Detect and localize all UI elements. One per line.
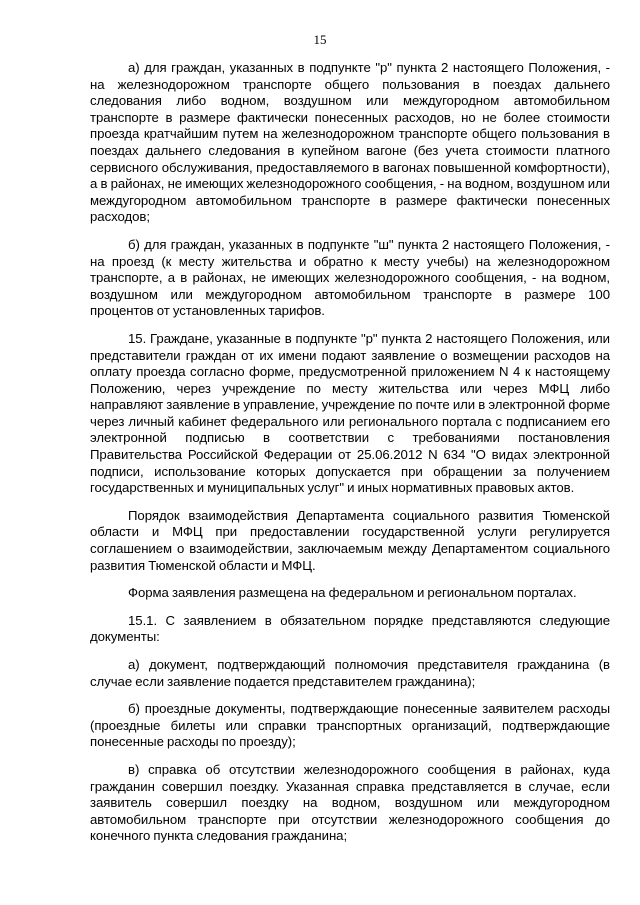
paragraph-a-representative-document: а) документ, подтверждающий полномочия представителя гражданина (в случае если заявление подается представителем гражданина); bbox=[90, 657, 610, 689]
paragraph-b-travel-to-study: б) для граждан, указанных в подпункте "ш" пункта 2 настоящего Положения, - на проезд (к месту жительства и обратно к месту учебы) на железнодорожном транспорте, а в районах, не имеющих железнодорожного сообщения, - на водном, воздушном или междугородном автомобильном транспорте в размере 100 процентов от установленных тарифов. bbox=[90, 236, 610, 319]
paragraph-interaction-procedure: Порядок взаимодействия Департамента социального развития Тюменской области и МФЦ при предоставлении государственной услуги регулируется соглашением о взаимодействии, заключаемым между Департаментом социального развития Тюменской области и МФЦ. bbox=[90, 507, 610, 573]
paragraph-v-no-rail-certificate: в) справка об отсутствии железнодорожного сообщения в районах, куда гражданин совершил поездку. Указанная справка представляется в случае, если заявитель совершил поездку на водном, воздушном или междугородном автомобильном транспорте при отсутствии железнодорожного сообщения до конечного пункта следования гражданина; bbox=[90, 761, 610, 844]
paragraph-15-1-documents: 15.1. С заявлением в обязательном порядке представляются следующие документы: bbox=[90, 612, 610, 645]
paragraph-15-application: 15. Граждане, указанные в подпункте "р" пункта 2 настоящего Положения, или представители граждан от их имени подают заявление о возмещении расходов на оплату проезда согласно форме, предусмотренной приложением N 4 к настоящему Положению, через учреждение по месту жительства или через МФЦ либо направляют заявление в управление, учреждение по почте или в электронной форме через личный кабинет федерального или регионального портала с подписанием его электронной подписью в соответствии с требованиями постановления Правительства Российской Федерации от 25.06.2012 N 634 "О видах электронной подписи, использование которых допускается при обращении за получением государственных и муниципальных услуг" и иных нормативных правовых актов. bbox=[90, 330, 610, 496]
page-number: 15 bbox=[313, 32, 327, 47]
paragraph-b-travel-documents: б) проездные документы, подтверждающие понесенные заявителем расходы (проездные билеты или справки транспортных организаций, подтверждающие понесенные расходы по проезду); bbox=[90, 701, 610, 750]
paragraph-form-location: Форма заявления размещена на федеральном и региональном порталах. bbox=[128, 585, 577, 601]
paragraph-a-rail-transport: а) для граждан, указанных в подпункте "р" пункта 2 настоящего Положения, - на железнодорожном транспорте общего пользования в поездах дальнего следования либо водном, воздушном или междугородном автомобильном транспорте в размере фактически понесенных расходов, но не более стоимости проезда кратчайшим путем на железнодорожном транспорте общего пользования в поездах дальнего следования в купейном вагоне (без учета стоимости платного сервисного обслуживания, предоставляемого в вагонах повышенной комфортности), а в районах, не имеющих железнодорожного сообщения, - на водном, воздушном или междугородном автомобильном транспорте в размере фактически понесенных расходов; bbox=[90, 60, 610, 225]
document-body bbox=[90, 60, 610, 856]
